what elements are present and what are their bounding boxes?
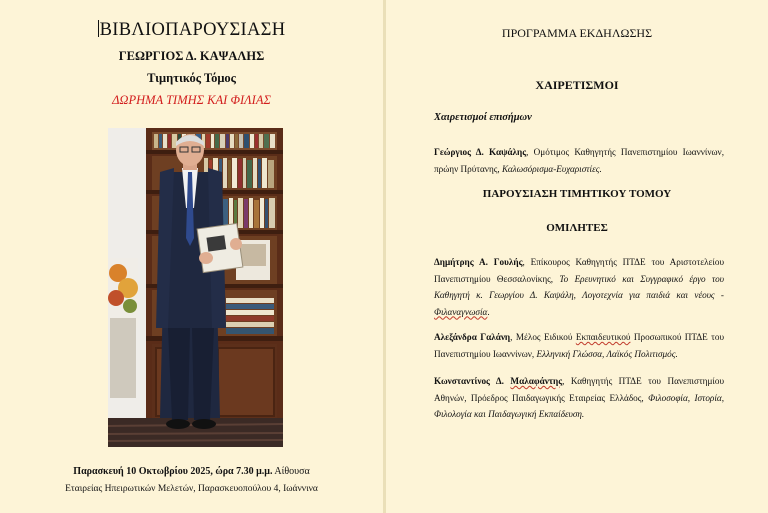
- venue-hall-label: Αίθουσα: [272, 466, 310, 477]
- speaker-3-name-b: Μαλαφάντης: [510, 376, 563, 386]
- book-subtitle: Τιμητικός Τόμος: [147, 71, 236, 85]
- greetings-heading: ΧΑΙΡΕΤΙΣΜΟΙ: [535, 78, 619, 92]
- presentation-heading: ΠΑΡΟΥΣΙΑΣΗ ΤΙΜΗΤΙΚΟΥ ΤΟΜΟΥ: [482, 188, 672, 200]
- speaker-2-role-b: Εκπαιδευτικού: [575, 332, 631, 342]
- right-page: [386, 0, 768, 513]
- book-author: ΓΕΩΡΓΙΟΣ Δ. ΚΑΨΑΛΗΣ: [118, 49, 265, 63]
- event-datetime: Παρασκευή 10 Οκτωβρίου 2025, ώρα 7.30 μ.μ.: [73, 466, 273, 477]
- speaker-3-name-a: Κωνσταντίνος Δ.: [434, 376, 504, 386]
- speaker-1-topic: Το Ερευνητικό και Συγγραφικό έργο του Καθηγητή κ. Γεωργίου Δ. Καψάλη, Λογοτεχνία για παιδιά και νέους -: [434, 273, 724, 300]
- program-title: ΠΡΟΓΡΑΜΜΑ ΕΚΔΗΛΩΣΗΣ: [501, 26, 653, 40]
- speaker-1-name: Δημήτρης Α. Γουλής: [434, 257, 523, 267]
- speaker-3-role: , Καθηγητής ΠΤΔΕ του Πανεπιστημίου Αθηνών, Πρόεδρος Παιδαγωγικής Εταιρείας Ελλάδος,: [434, 376, 725, 403]
- greeting-name: Γεώργιος Δ. Καψάλης: [434, 147, 527, 157]
- left-page: [0, 0, 383, 513]
- speakers-heading: ΟΜΙΛΗΤΕΣ: [546, 222, 608, 234]
- speaker-1-role: , Επίκουρος Καθηγητής ΠΤΔΕ του Αριστοτελείου Πανεπιστημίου Θεσσαλονίκης,: [434, 257, 725, 284]
- author-photo: [108, 128, 283, 447]
- author-photo-illustration: [108, 128, 283, 447]
- event-datetime-venue: [0, 466, 383, 477]
- event-venue-address: Εταιρείας Ηπειρωτικών Μελετών, Παρασκευοπούλου 4, Ιωάννινα: [65, 484, 318, 494]
- speaker-2-role-a: , Μέλος Ειδικού: [510, 332, 573, 342]
- speaker-2-topic: Ελληνική Γλώσσα, Λαϊκός Πολιτισμός.: [536, 348, 678, 359]
- greeting-entry: [434, 144, 724, 177]
- speaker-entry-2: [434, 329, 724, 362]
- greeting-role: , Ομότιμος Καθηγητής Πανεπιστημίου Ιωαννίνων, πρώην Πρύτανης,: [434, 147, 724, 174]
- text-cursor: [98, 20, 99, 37]
- event-title-text: ΒΙΒΛΙΟΠΑΡΟΥΣΙΑΣΗ: [99, 20, 286, 40]
- speaker-3-topic: Φιλοσοφία, Ιστορία, Φιλολογία και Παιδαγωγική Εκπαίδευση.: [434, 392, 724, 419]
- book-dedication: ΔΩΡΗΜΑ ΤΙΜΗΣ ΚΑΙ ΦΙΛΙΑΣ: [112, 93, 271, 107]
- event-title: [0, 20, 383, 41]
- speaker-2-name: Αλεξάνδρα Γαλάνη: [434, 332, 511, 342]
- greeting-topic: Καλωσόρισμα-Ευχαριστίες.: [502, 163, 602, 174]
- speaker-1-topic-end: Φιλαναγνωσία: [434, 306, 488, 317]
- speaker-entry-1: Δημήτρης Α. Γουλής, Επίκουρος Καθηγητής ΠΤΔΕ του Αριστοτελείου Πανεπιστημίου Θεσσαλονίκης, Το Ερευνητικό και Συγγραφικό έργο του Καθηγητή κ. Γεωργίου Δ. Καψάλη, Λογοτεχνία για παιδιά και νέους - Φιλαναγνωσία.: [434, 257, 725, 317]
- speaker-entry-3: [434, 373, 724, 423]
- officials-heading: Χαιρετισμοί επισήμων: [434, 112, 532, 123]
- speaker-2-role-c: Προσωπικού ΠΤΔΕ του Πανεπιστημίου Ιωαννίνων,: [434, 332, 724, 359]
